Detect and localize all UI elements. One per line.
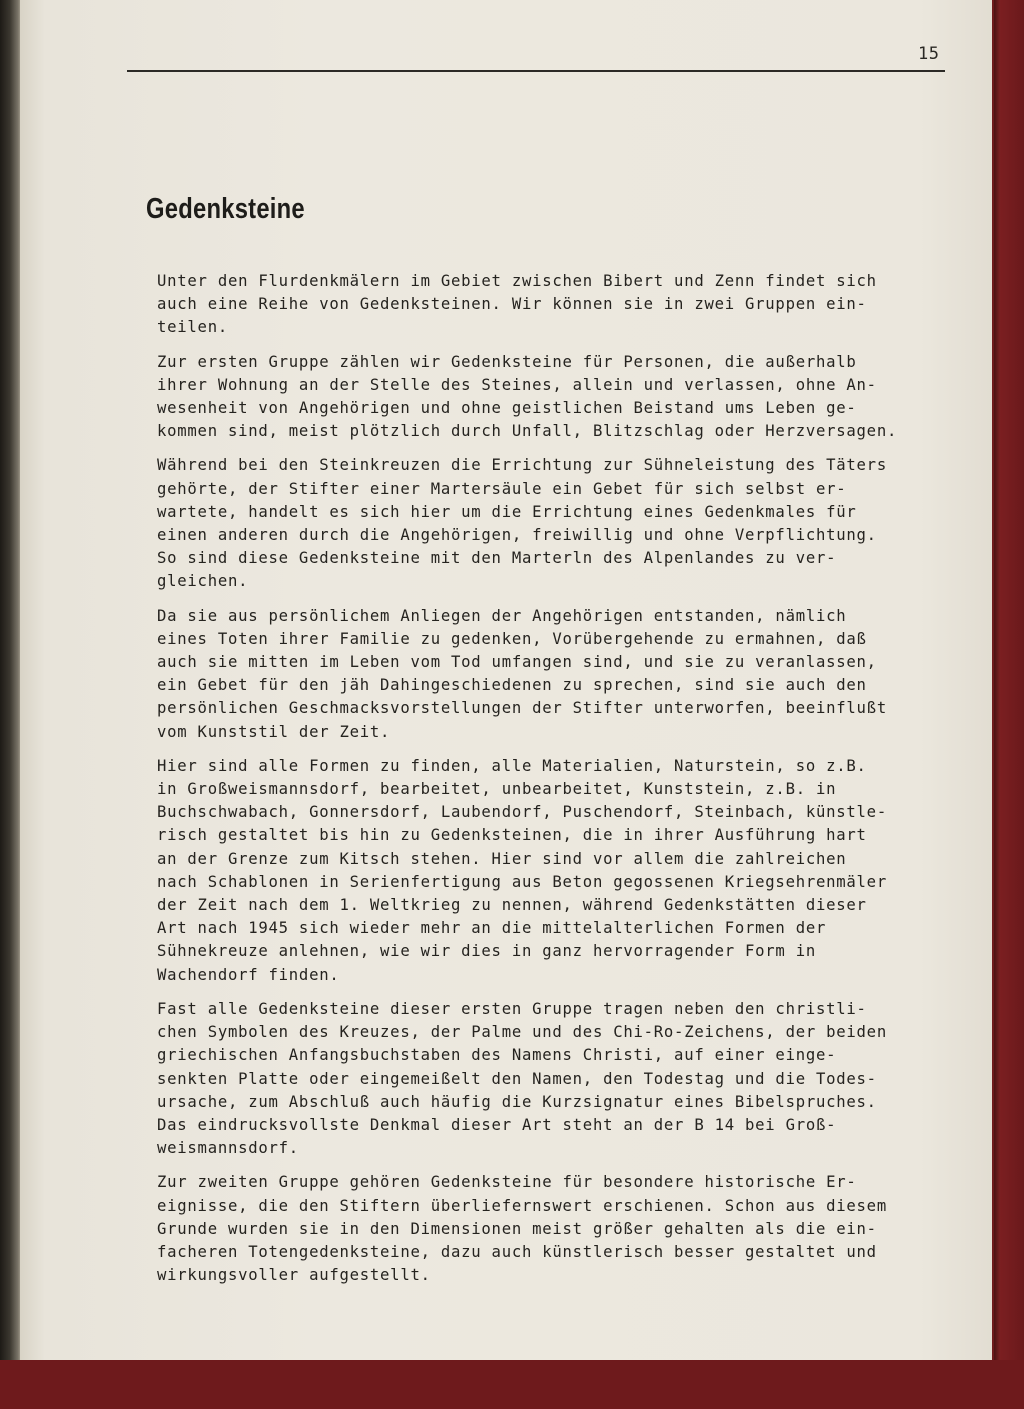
paragraph — [157, 998, 957, 1160]
binding-edge — [0, 0, 22, 1409]
text-line: So sind diese Gedenksteine mit den Marterln des Alpenlandes zu ver- — [157, 549, 837, 568]
text-line: ursache, zum Abschluß auch häufig die Kurzsignatur eines Bibelspruches. — [157, 1092, 877, 1111]
text-line: Grunde wurden sie in den Dimensionen meist größer gehalten als die ein- — [157, 1219, 877, 1238]
text-line: facheren Totengedenksteine, dazu auch künstlerisch besser gestaltet und — [157, 1242, 877, 1261]
text-line: kommen sind, meist plötzlich durch Unfall, Blitzschlag oder Herzversagen. — [157, 422, 898, 441]
paragraph — [157, 454, 957, 593]
book-cover-edge — [994, 0, 1024, 1409]
text-line: Art nach 1945 sich wieder mehr an die mittelalterlichen Formen der — [157, 919, 827, 938]
text-line: eines Toten ihrer Familie zu gedenken, Vorübergehende zu ermahnen, daß — [157, 629, 867, 648]
text-line: eignisse, die den Stiftern überliefernswert erschienen. Schon aus diesem — [157, 1196, 887, 1215]
body-text — [157, 270, 957, 1298]
text-line: weismannsdorf. — [157, 1139, 299, 1158]
header-rule — [127, 70, 945, 72]
text-line: senkten Platte oder eingemeißelt den Namen, den Todestag und die Todes- — [157, 1069, 877, 1088]
text-line: Während bei den Steinkreuzen die Errichtung zur Sühneleistung des Täters — [157, 456, 887, 475]
text-line: risch gestaltet bis hin zu Gedenksteinen, die in ihrer Ausführung hart — [157, 826, 867, 845]
text-line: Da sie aus persönlichem Anliegen der Angehörigen entstanden, nämlich — [157, 606, 847, 625]
text-line: in Großweismannsdorf, bearbeitet, unbearbeitet, Kunststein, z.B. in — [157, 780, 837, 799]
paragraph — [157, 270, 957, 340]
text-line: Hier sind alle Formen zu finden, alle Materialien, Naturstein, so z.B. — [157, 756, 867, 775]
book-cover-bottom — [0, 1360, 1024, 1409]
text-line: gehörte, der Stifter einer Martersäule ein Gebet für sich selbst er- — [157, 479, 847, 498]
text-line: Das eindrucksvollste Denkmal dieser Art steht an der B 14 bei Groß- — [157, 1115, 837, 1134]
paragraph — [157, 351, 957, 444]
text-line: chen Symbolen des Kreuzes, der Palme und des Chi-Ro-Zeichens, der beiden — [157, 1023, 887, 1042]
text-line: einen anderen durch die Angehörigen, freiwillig und ohne Verpflichtung. — [157, 526, 877, 545]
text-line: Wachendorf finden. — [157, 965, 340, 984]
text-line: persönlichen Geschmacksvorstellungen der Stifter unterworfen, beeinflußt — [157, 699, 887, 718]
text-line: Fast alle Gedenksteine dieser ersten Gruppe tragen neben den christli- — [157, 999, 867, 1018]
paragraph — [157, 605, 957, 744]
paragraph — [157, 755, 957, 987]
text-line: Zur ersten Gruppe zählen wir Gedenksteine für Personen, die außerhalb — [157, 352, 857, 371]
text-line: auch eine Reihe von Gedenksteinen. Wir können sie in zwei Gruppen ein- — [157, 295, 867, 314]
text-line: ihrer Wohnung an der Stelle des Steines, allein und verlassen, ohne An- — [157, 375, 877, 394]
document-page — [20, 0, 992, 1360]
text-line: an der Grenze zum Kitsch stehen. Hier sind vor allem die zahlreichen — [157, 849, 847, 868]
text-line: Sühnekreuze anlehnen, wie wir dies in ganz hervorragender Form in — [157, 942, 816, 961]
text-line: wesenheit von Angehörigen und ohne geistlichen Beistand ums Leben ge- — [157, 399, 857, 418]
text-line: der Zeit nach dem 1. Weltkrieg zu nennen, während Gedenkstätten dieser — [157, 896, 867, 915]
page-number: 15 — [918, 44, 940, 64]
text-line: teilen. — [157, 318, 228, 337]
page-title: Gedenksteine — [146, 193, 305, 225]
text-line: Zur zweiten Gruppe gehören Gedenksteine für besondere historische Er- — [157, 1173, 857, 1192]
text-line: vom Kunststil der Zeit. — [157, 722, 391, 741]
text-line: ein Gebet für den jäh Dahingeschiedenen zu sprechen, sind sie auch den — [157, 676, 867, 695]
text-line: wirkungsvoller aufgestellt. — [157, 1266, 431, 1285]
text-line: Unter den Flurdenkmälern im Gebiet zwischen Bibert und Zenn findet sich — [157, 272, 877, 290]
text-line: griechischen Anfangsbuchstaben des Namens Christi, auf einer einge- — [157, 1046, 837, 1065]
text-line: gleichen. — [157, 572, 249, 591]
text-line: Buchschwabach, Gonnersdorf, Laubendorf, Puschendorf, Steinbach, künstle- — [157, 803, 887, 822]
text-line: wartete, handelt es sich hier um die Errichtung eines Gedenkmales für — [157, 502, 857, 521]
text-line: auch sie mitten im Leben vom Tod umfangen sind, und sie zu veranlassen, — [157, 653, 877, 672]
paragraph — [157, 1171, 957, 1287]
text-line: nach Schablonen in Serienfertigung aus Beton gegossenen Kriegsehrenmäler — [157, 872, 887, 891]
